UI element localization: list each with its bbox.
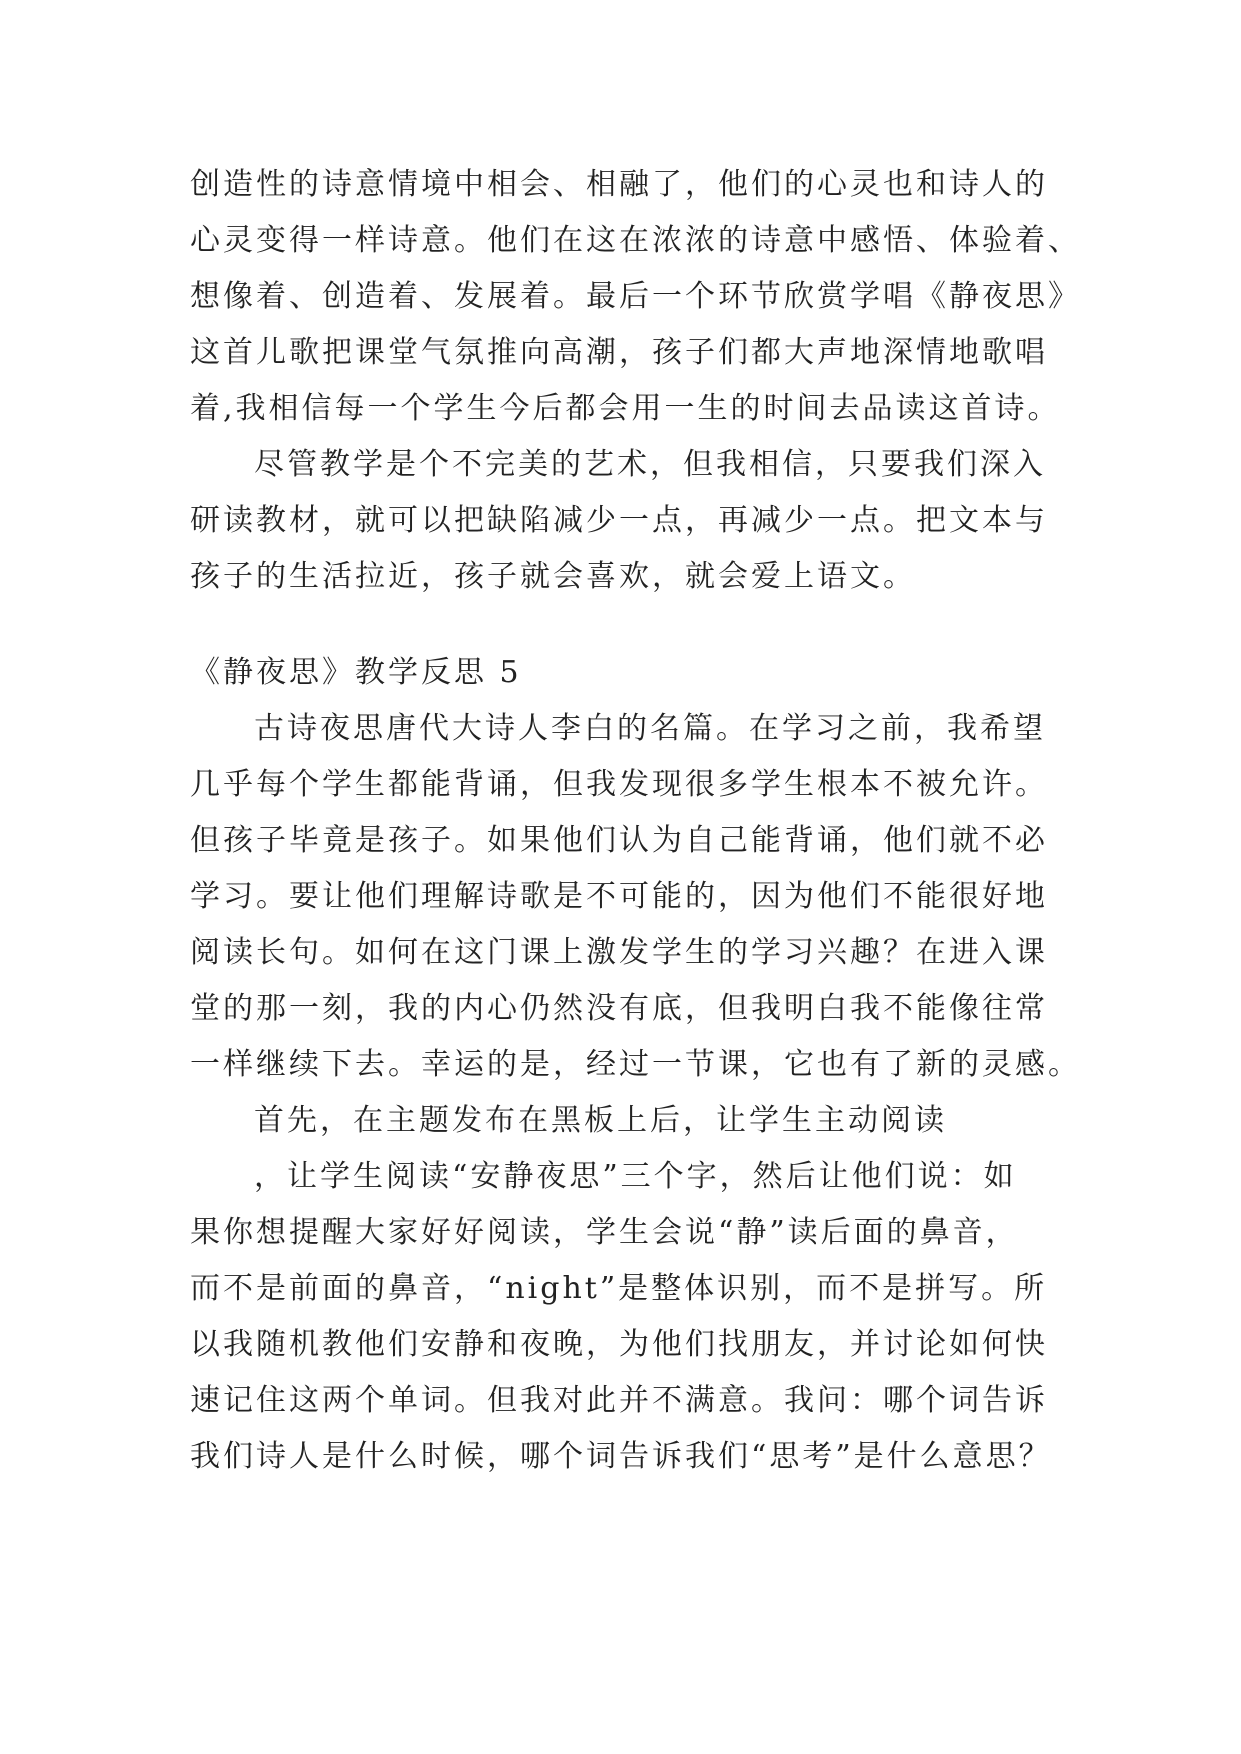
text-line: 这首儿歌把课堂气氛推向高潮，孩子们都大声地深情地歌唱	[190, 335, 1048, 370]
paragraph-continued	[190, 157, 1081, 437]
text-line: 首先，在主题发布在黑板上后，让学生主动阅读	[254, 1103, 947, 1138]
paragraph-conclusion	[190, 437, 1070, 605]
text-line: 一样继续下去。幸运的是，经过一节课，它也有了新的灵感。	[190, 1047, 1081, 1082]
document-body	[190, 157, 1081, 1485]
paragraph-intro	[190, 701, 1081, 1093]
text-line: 孩子的生活拉近，孩子就会喜欢，就会爱上语文。	[190, 559, 916, 594]
text-line: 而不是前面的鼻音，“night”是整体识别，而不是拼写。所	[190, 1271, 1048, 1306]
text-line: 速记住这两个单词。但我对此并不满意。我问：哪个词告诉	[190, 1383, 1048, 1418]
text-line: 以我随机教他们安静和夜晚，为他们找朋友，并讨论如何快	[190, 1327, 1048, 1362]
text-line: 阅读长句。如何在这门课上激发学生的学习兴趣？在进入课	[190, 935, 1048, 970]
section-spacer	[190, 605, 1070, 645]
text-line: 学习。要让他们理解诗歌是不可能的，因为他们不能很好地	[190, 879, 1048, 914]
text-line: 研读教材，就可以把缺陷减少一点，再减少一点。把文本与	[190, 503, 1048, 538]
text-line: ，让学生阅读“安静夜思”三个字，然后让他们说：如	[254, 1159, 1017, 1194]
text-line: 想像着、创造着、发展着。最后一个环节欣赏学唱《静夜思》	[190, 279, 1081, 314]
text-line: 果你想提醒大家好好阅读，学生会说“静”读后面的鼻音，	[190, 1215, 1019, 1250]
text-line: 但孩子毕竟是孩子。如果他们认为自己能背诵，他们就不必	[190, 823, 1048, 858]
section-heading: 《静夜思》教学反思 5	[190, 655, 522, 690]
text-line: 着,我相信每一个学生今后都会用一生的时间去品读这首诗。	[190, 391, 1061, 426]
text-line: 堂的那一刻，我的内心仍然没有底，但我明白我不能像往常	[190, 991, 1048, 1026]
text-line: 我们诗人是什么时候，哪个词告诉我们“思考”是什么意思？	[190, 1439, 1052, 1474]
text-line: 几乎每个学生都能背诵，但我发现很多学生根本不被允许。	[190, 767, 1048, 802]
text-line: 尽管教学是个不完美的艺术，但我相信，只要我们深入	[254, 447, 1046, 482]
text-line: 心灵变得一样诗意。他们在这在浓浓的诗意中感悟、体验着、	[190, 223, 1081, 258]
text-line: 创造性的诗意情境中相会、相融了，他们的心灵也和诗人的	[190, 167, 1048, 202]
text-line: 古诗夜思唐代大诗人李白的名篇。在学习之前，我希望	[254, 711, 1046, 746]
paragraph-first-step	[190, 1093, 1070, 1485]
